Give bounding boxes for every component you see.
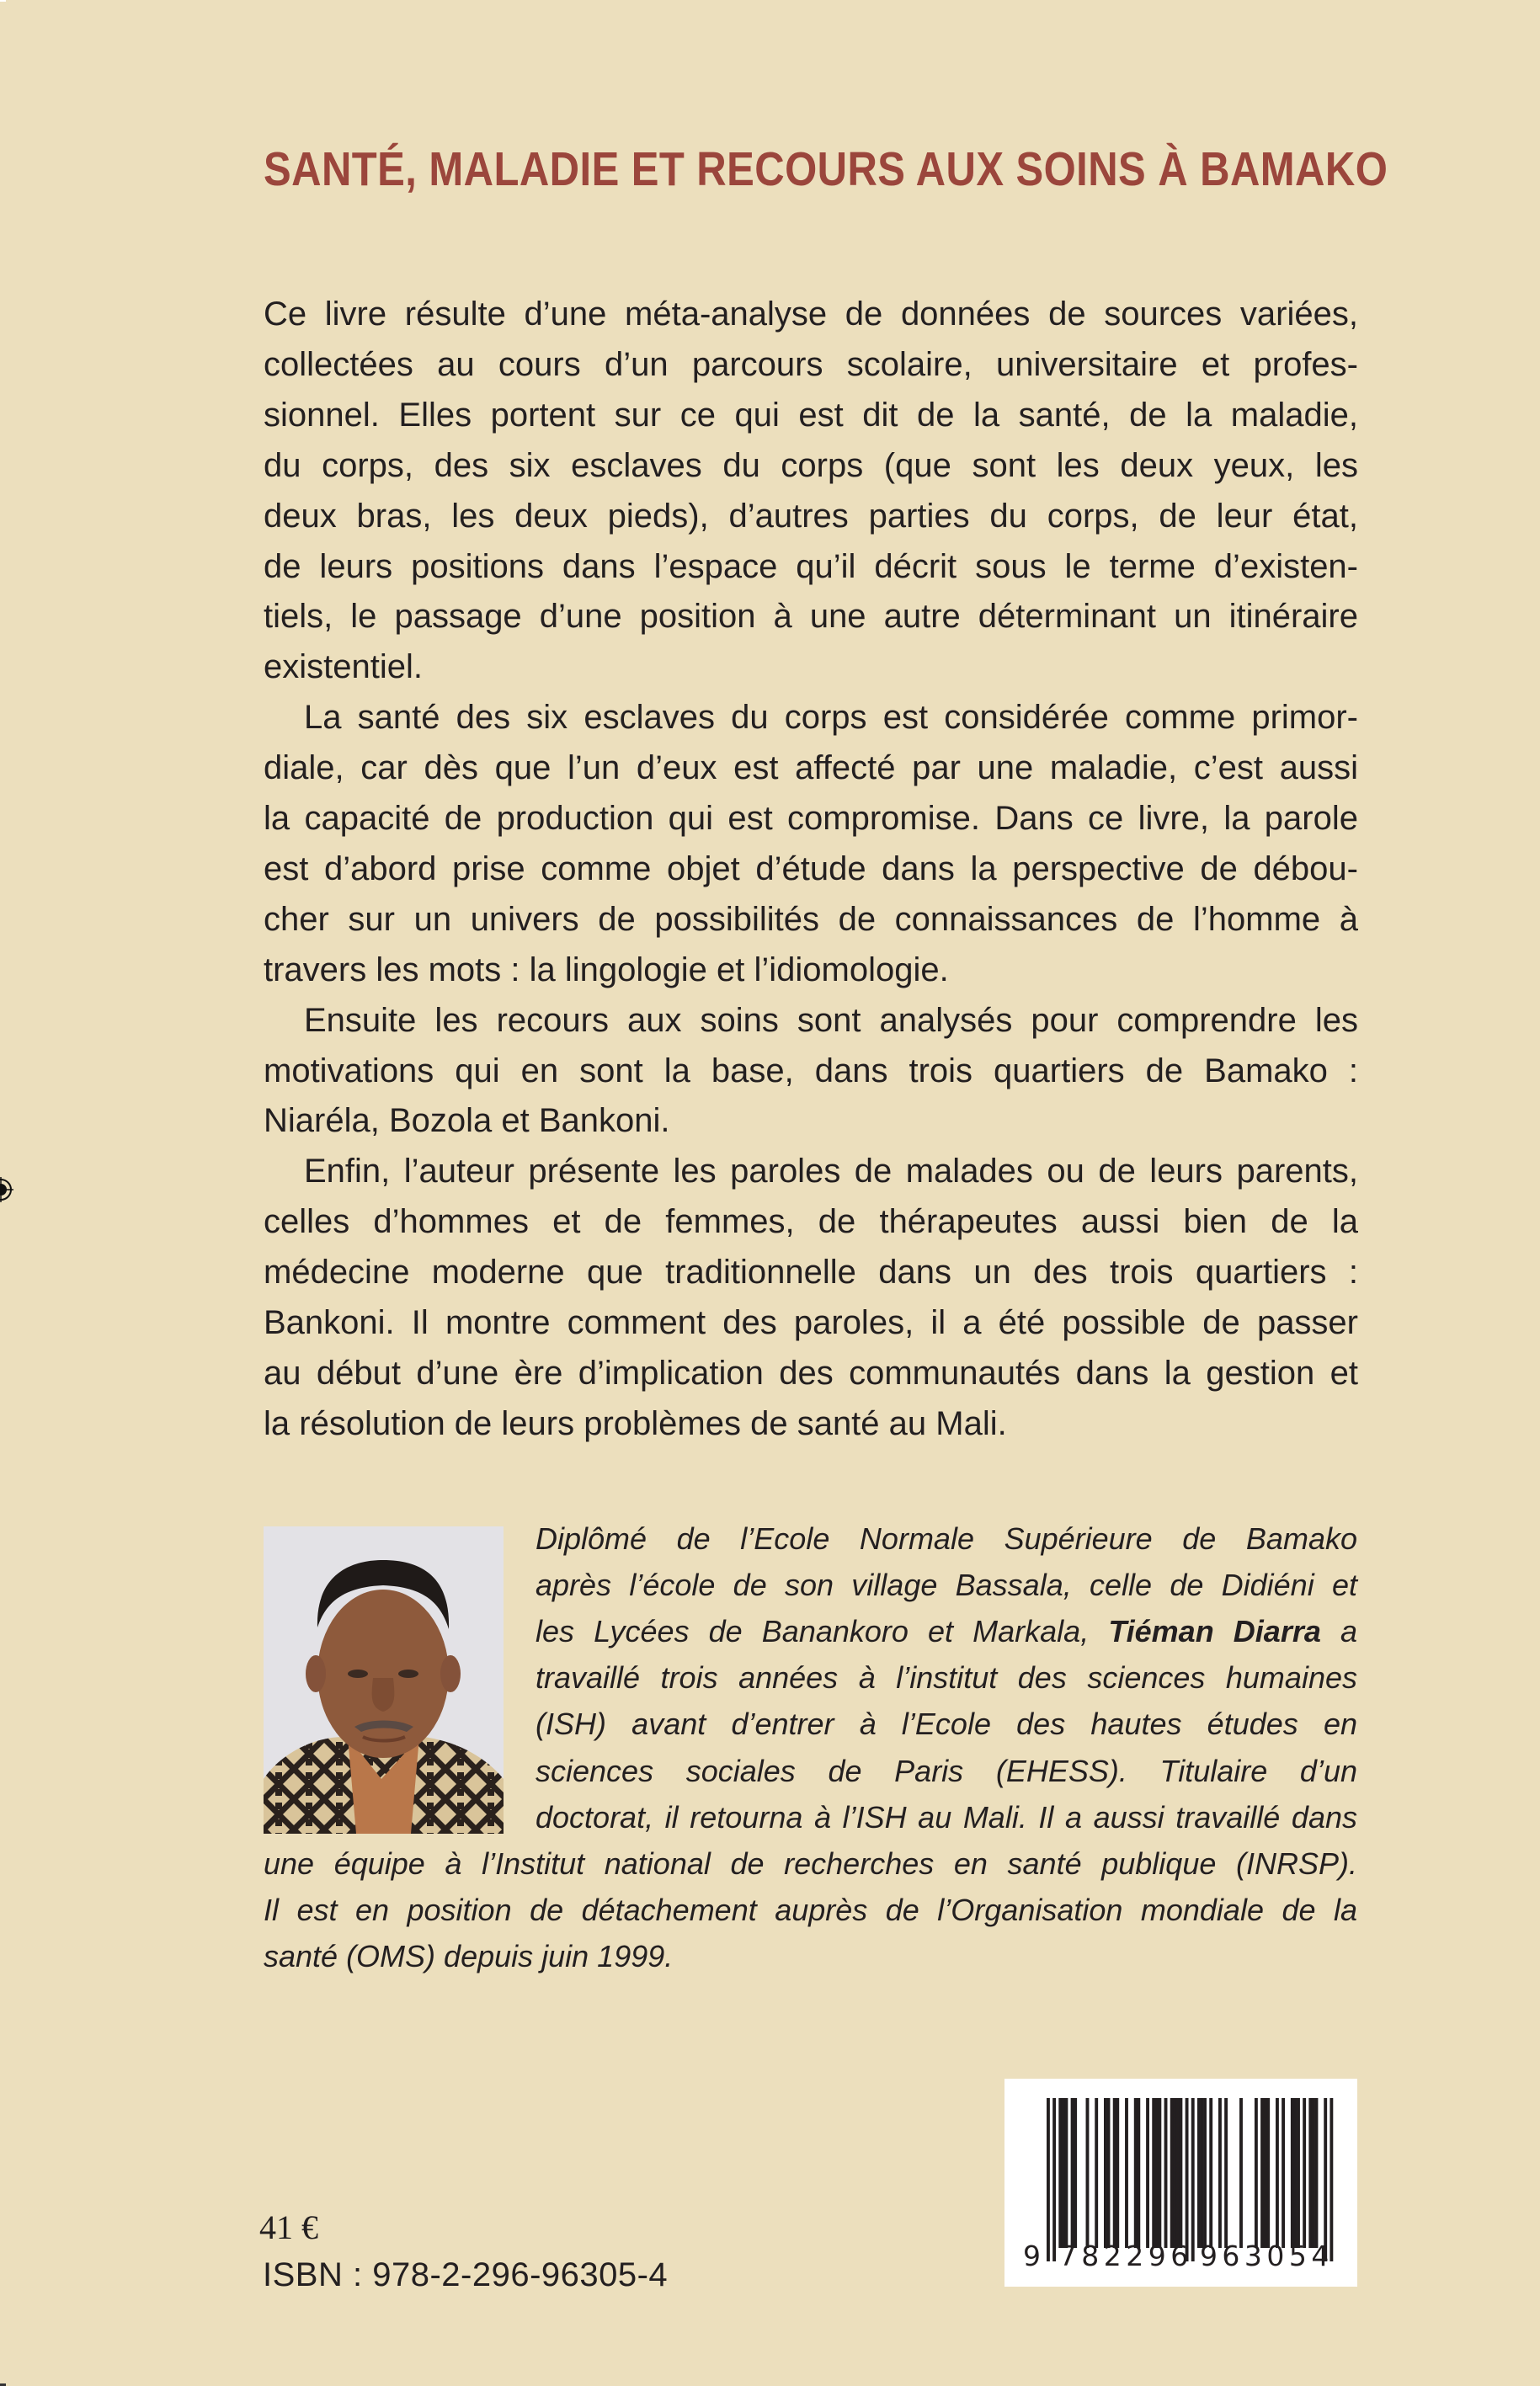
crop-mark-top-left [0,0,6,2]
blurb-line [264,491,1358,541]
author-portrait-illustration [264,1526,504,1834]
blurb-line-text: cher sur un univers de possibilités de connaissances de l’homme à [264,900,1358,938]
blurb-line-text: de leurs positions dans l’espace qu’il décrit sous le terme d’existen- [264,547,1358,585]
blurb-line-text: diale, car dès que l’un d’eux est affecté par une maladie, c’est aussi [264,749,1358,787]
blurb-line [264,1095,1358,1146]
book-title: SANTÉ, MALADIE ET RECOURS AUX SOINS À BAMAKO [264,142,1388,196]
blurb-line-text: celles d’hommes et de femmes, de thérapeutes aussi bien de la [264,1203,1358,1241]
price: 41 € [259,2208,318,2246]
blurb-line [304,995,1358,1046]
blurb-line [264,844,1358,894]
bio-line-text: (ISH) avant d’entrer à l’Ecole des hautes études en [536,1707,1357,1742]
blurb-line-text: médecine moderne que traditionnelle dans un des trois quartiers : [264,1254,1358,1292]
bio-line-text: Il est en position de détachement auprès de l’Organisation mondiale de la [264,1892,1357,1927]
blurb-line-text: tiels, le passage d’une position à une autre déterminant un itinéraire [264,598,1358,636]
blurb-line [264,1046,1358,1096]
blurb-line [304,1146,1358,1196]
blurb-line [304,692,1358,743]
blurb-line [264,591,1358,642]
blurb-line [264,541,1358,592]
blurb-line-text: Enfin, l’auteur présente les paroles de malades ou de leurs parents, [304,1153,1358,1190]
blurb-line [264,440,1358,491]
blurb-line [264,289,1358,339]
bio-line [536,1515,1357,1562]
isbn: ISBN : 978-2-296-96305-4 [263,2256,669,2293]
blurb-line [264,743,1358,793]
bio-line [536,1701,1357,1747]
blurb-line [264,793,1358,844]
bio-line [536,1608,1357,1654]
author-name: Tiéman Diarra [1108,1614,1321,1649]
bio-text-post: a [1320,1614,1358,1649]
bio-line-text: doctorat, il retourna à l’ISH au Mali. Il a aussi travaillé dans [536,1799,1357,1835]
blurb-line-text: existentiel. [264,648,423,686]
bio-line [536,1748,1357,1794]
isbn-barcode [1004,2079,1357,2287]
bio-line [536,1562,1357,1608]
blurb-line-text: motivations qui en sont la base, dans trois quartiers de Bamako : [264,1052,1358,1089]
blurb-line-text: Ensuite les recours aux soins sont analysés pour comprendre les [304,1001,1358,1039]
bio-line-text: une équipe à l’Institut national de recherches en santé publique (INRSP). [264,1845,1357,1881]
blurb-line [264,390,1358,440]
author-photo [264,1526,504,1834]
blurb-line [264,1196,1358,1247]
bio-line [536,1654,1357,1701]
bio-line-text: après l’école de son village Bassala, celle de Didiéni et [536,1568,1357,1603]
barcode-digits: 9 [1023,2240,1041,2272]
bio-line-text [536,1608,1357,1654]
blurb-line-text: collectées au cours d’un parcours scolaire, universitaire et profes- [264,345,1358,383]
barcode-digits: 782296 [1058,2240,1193,2272]
blurb-line-text: la capacité de production qui est compromise. Dans ce livre, la parole [264,800,1358,837]
blurb-line-text: Bankoni. Il montre comment des paroles, il a été possible de passer [264,1304,1358,1341]
blurb-line-text: au début d’une ère d’implication des communautés dans la gestion et [264,1354,1358,1392]
bio-line-text: travaillé trois années à l’institut des sciences humaines [536,1660,1357,1696]
blurb-line-text: Ce livre résulte d’une méta-analyse de données de sources variées, [264,296,1358,333]
barcode-digits: 963054 [1199,2240,1334,2272]
blurb-line [264,1297,1358,1348]
bio-line-text: Diplômé de l’Ecole Normale Supérieure de Bamako [536,1521,1357,1556]
blurb-line [264,1348,1358,1398]
bio-line [264,1933,673,1979]
bio-line [264,1887,1357,1933]
blurb-line [264,945,1358,995]
barcode-bars [1004,2079,1357,2287]
blurb-line [264,339,1358,390]
blurb-line [264,1398,1358,1449]
blurb-line-text: deux bras, les deux pieds), d’autres parties du corps, de leur état, [264,497,1358,535]
blurb-line-text: est d’abord prise comme objet d’étude dans la perspective de débou- [264,849,1358,887]
blurb-line-text: La santé des six esclaves du corps est considérée comme primor- [304,699,1358,737]
registration-mark-icon [0,1177,13,1202]
blurb-line [264,642,1358,692]
bio-line-text: sciences sociales de Paris (EHESS). Titulaire d’un [536,1753,1357,1788]
blurb-line [264,1247,1358,1297]
blurb-line-text: sionnel. Elles portent sur ce qui est dit de la santé, de la maladie, [264,396,1358,434]
bio-text-pre: les Lycées de Banankoro et Markala, [536,1614,1109,1649]
blurb-line-text: la résolution de leurs problèmes de santé au Mali. [264,1404,1007,1442]
bio-line [264,1840,1357,1887]
blurb-line [264,894,1358,945]
blurb-line-text: Niaréla, Bozola et Bankoni. [264,1102,670,1140]
bio-line [536,1794,1357,1840]
bio-line-text: santé (OMS) depuis juin 1999. [264,1938,674,1973]
blurb-line-text: du corps, des six esclaves du corps (que sont les deux yeux, les [264,446,1358,484]
blurb-line-text: travers les mots : la lingologie et l’idiomologie. [264,951,949,988]
